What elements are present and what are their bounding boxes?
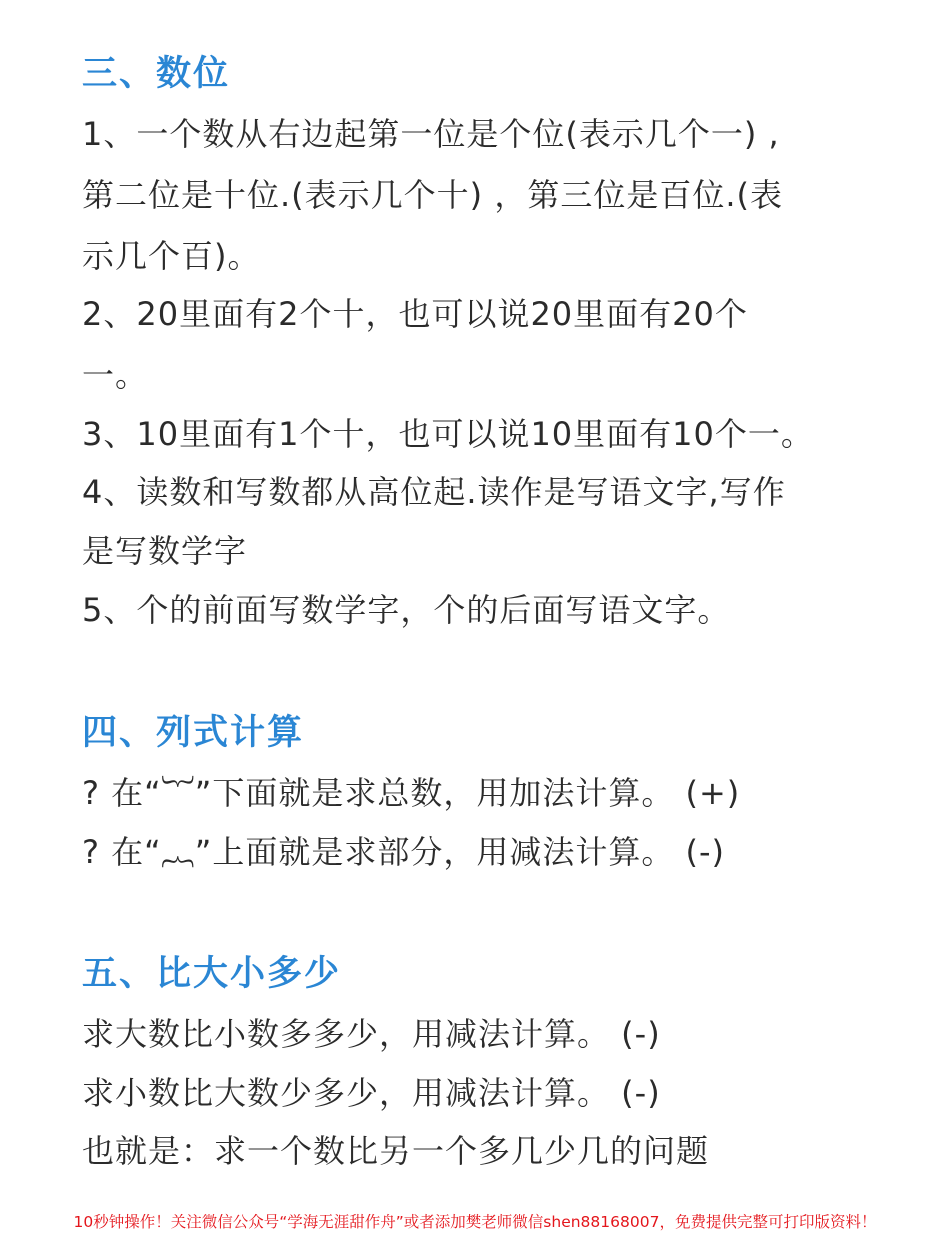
promo-footer: 10秒钟操作！关注微信公众号“学海无涯甜作舟”或者添加樊老师微信shen88168007，免费提供完整可打印版资料！ (73, 1213, 877, 1231)
section-3-line: 3、10里面有1个十，也可以说10里面有10个一。 (82, 415, 814, 453)
section-3-line: 1、一个数从右边起第一位是个位(表示几个一) , (82, 115, 780, 153)
section-5-line: 求小数比大数少多少，用减法计算。 (-) (82, 1074, 661, 1112)
section-3-line: 2、20里面有2个十，也可以说20里面有20个 (82, 295, 748, 333)
section-5-line: 求大数比小数多多少，用减法计算。 (-) (82, 1015, 661, 1053)
section-3-line: 5、个的前面写数学字，个的后面写语文字。 (82, 591, 731, 629)
section-5-line: 也就是：求一个数比另一个多几少几的问题 (82, 1132, 710, 1170)
section-4-line: ? 在“︸”下面就是求总数，用加法计算。 (+) (82, 774, 741, 812)
section-3-line: 一。 (82, 356, 149, 394)
section-3-line: 4、读数和写数都从高位起.读作是写语文字,写作 (82, 473, 786, 511)
section-4-heading: 四、列式计算 (82, 713, 305, 753)
section-3-line: 示几个百)。 (82, 237, 261, 275)
section-3-line: 第二位是十位.(表示几个十) ，第三位是百位.(表 (82, 176, 783, 214)
section-3-line: 是写数学字 (82, 532, 248, 570)
section-4-line: ? 在“︷”上面就是求部分，用减法计算。 (-) (82, 833, 726, 871)
section-5-heading: 五、比大小多少 (82, 954, 342, 994)
section-3-heading: 三、数位 (82, 54, 231, 94)
